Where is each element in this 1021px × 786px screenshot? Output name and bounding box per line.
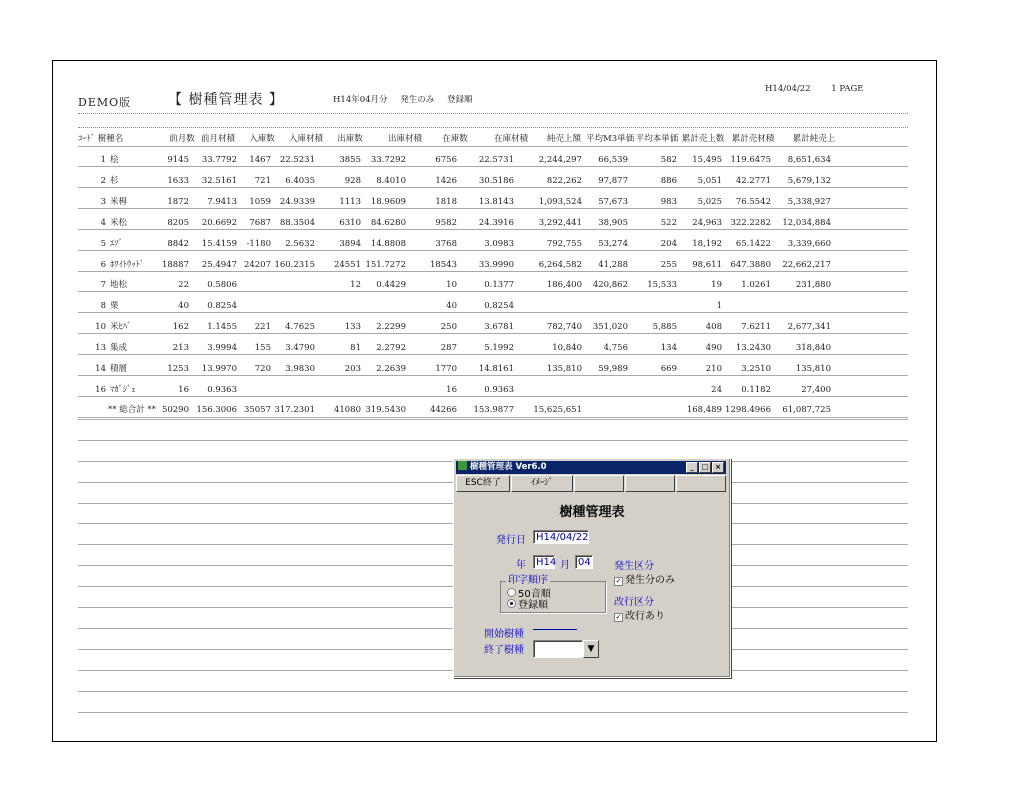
table-cell: 135,810 [795, 364, 831, 374]
empty-toolbar-button-1[interactable] [574, 475, 624, 492]
table-cell: 1.1455 [207, 322, 237, 333]
column-header: 入庫材積 [288, 134, 323, 144]
table-cell: 3.9994 [207, 343, 237, 354]
rule-line [78, 396, 908, 397]
table-cell: 14.8161 [478, 364, 514, 374]
rule-line [78, 127, 908, 128]
table-cell: 6.4035 [285, 175, 315, 186]
table-cell: 0.1377 [484, 280, 514, 291]
total-label: ** 総合計 ** [108, 405, 156, 415]
species-name: ﾏｶﾞｼﾞｪ [110, 384, 136, 395]
table-cell: 59,989 [598, 364, 628, 374]
table-cell: 3894 [339, 238, 361, 249]
table-cell: 1818 [435, 196, 457, 207]
total-cell: 317.2301 [274, 405, 315, 415]
table-cell: 6756 [435, 155, 457, 165]
table-cell: 24207 [243, 259, 271, 270]
start-species-label: 開始樹種 [484, 629, 524, 640]
table-cell: 12,034,884 [782, 217, 831, 228]
rule-line [78, 113, 908, 114]
table-cell: 647.3880 [730, 259, 771, 270]
report-date-page [765, 84, 881, 94]
table-cell: 20.6692 [201, 217, 237, 228]
table-cell: 0.9363 [484, 384, 514, 395]
empty-toolbar-button-2[interactable] [625, 475, 675, 492]
table-cell: 15,495 [692, 155, 722, 165]
order-option-kana-label: 50音順 [518, 589, 551, 600]
table-cell: 33.9990 [478, 259, 514, 270]
rule-line [78, 712, 908, 713]
table-cell: 65.1422 [735, 238, 771, 249]
column-header: 在庫数 [442, 134, 468, 144]
table-cell: 0.8254 [207, 301, 237, 312]
table-cell: 30.5186 [478, 175, 514, 186]
order-option-registration-label: 登録順 [518, 600, 548, 611]
radio-registration[interactable] [507, 599, 516, 608]
table-cell: 8842 [167, 238, 189, 249]
table-cell: 22 [178, 280, 189, 291]
column-header: 累計純売上 [792, 134, 836, 144]
window-title: 樹種管理表 Ver6.0 [470, 462, 547, 472]
species-code: 2 [100, 175, 106, 186]
species-name: 集成 [110, 343, 128, 354]
table-cell: 2.2792 [376, 343, 406, 354]
table-cell: 40 [178, 301, 189, 312]
table-cell: 24.3916 [478, 217, 514, 228]
table-cell: 886 [660, 175, 677, 186]
rule-line [78, 271, 908, 272]
table-cell: 135,810 [546, 364, 582, 374]
rule-line [78, 250, 908, 251]
occurrence-only-label: 発生分のみ [625, 575, 675, 586]
table-cell: 213 [172, 343, 189, 354]
total-cell: 61,087,725 [782, 405, 831, 415]
column-header: 平均M3単価 [586, 134, 635, 144]
total-cell: 35057 [243, 405, 271, 415]
column-header: 入庫数 [249, 134, 275, 144]
occurrence-only-checkbox[interactable] [614, 575, 675, 587]
year-label: 年 [516, 560, 526, 571]
report-title: 【 樹種管理表 】 [168, 92, 284, 108]
report-page: 1 PAGE [831, 84, 864, 94]
table-cell: 3.2510 [741, 364, 771, 374]
table-cell: 720 [254, 364, 271, 374]
table-cell: 88.3504 [279, 217, 315, 228]
table-cell: 6310 [339, 217, 361, 228]
table-cell: 27,400 [801, 384, 831, 395]
table-cell: 420,862 [592, 280, 628, 291]
print-order-group [500, 575, 606, 613]
table-cell: 322.2282 [730, 217, 771, 228]
table-cell: 5,051 [697, 175, 722, 186]
table-cell: 186,400 [546, 280, 582, 291]
checkbox-icon[interactable]: ✓ [615, 613, 622, 621]
table-cell: 490 [705, 343, 722, 354]
table-cell: 3855 [339, 155, 361, 165]
rule-line [78, 375, 908, 376]
table-cell: 24.9339 [279, 196, 315, 207]
table-cell: 13.2430 [735, 343, 771, 354]
species-code: 10 [95, 322, 106, 333]
table-cell: 204 [660, 238, 677, 249]
report-filter: 発生のみ [400, 95, 435, 105]
table-cell: 24551 [333, 259, 361, 270]
checkbox-icon[interactable]: ✓ [615, 577, 622, 585]
table-cell: 5,025 [697, 196, 722, 207]
report-date: H14/04/22 [765, 84, 811, 94]
table-cell: 4,756 [603, 343, 628, 354]
pagebreak-check-label: 改行あり [625, 611, 665, 622]
column-header: 出庫材積 [387, 134, 422, 144]
column-header: 前月数 [169, 134, 195, 144]
table-cell: 16 [178, 384, 189, 395]
table-cell: 81 [350, 343, 361, 354]
report-order: 登録順 [446, 95, 473, 105]
table-cell: 928 [344, 175, 361, 186]
table-cell: 203 [344, 364, 361, 374]
table-cell: 84.6280 [370, 217, 406, 228]
issue-date-field[interactable]: H14/04/22 [533, 530, 589, 544]
table-cell: 8.4010 [376, 175, 406, 186]
esc-exit-button[interactable]: ESC終了 [456, 475, 510, 492]
table-cell: 15,533 [647, 280, 677, 291]
total-cell: 15,625,651 [533, 405, 582, 415]
table-cell: 3,292,441 [538, 217, 582, 228]
image-button[interactable]: ｲﾒｰｼﾞ [511, 475, 573, 492]
table-cell: 33.7792 [201, 155, 237, 165]
species-name: 栗 [110, 301, 119, 312]
table-cell: 792,755 [546, 238, 582, 249]
table-cell: 9582 [435, 217, 457, 228]
rule-line [78, 354, 908, 355]
table-cell: 3.9830 [285, 364, 315, 374]
table-cell: 5.1992 [484, 343, 514, 354]
table-cell: 1770 [435, 364, 457, 374]
rule-line [78, 291, 908, 292]
species-name: 米栂 [110, 196, 128, 207]
maximize-icon[interactable]: □ [699, 462, 711, 473]
species-name: ｴｿﾞ [110, 238, 123, 249]
issue-date-label: 発行日 [496, 535, 526, 546]
species-code: 13 [95, 343, 106, 354]
table-cell: 18543 [429, 259, 457, 270]
table-cell: 7687 [249, 217, 271, 228]
table-cell: 6,264,582 [538, 259, 582, 270]
table-cell: 522 [660, 217, 677, 228]
table-cell: 8205 [167, 217, 189, 228]
table-cell: 38,905 [598, 217, 628, 228]
species-code: 16 [95, 384, 106, 395]
table-cell: 0.1182 [741, 384, 771, 395]
species-code: 6 [100, 259, 106, 270]
table-cell: 0.9363 [207, 384, 237, 395]
column-header: 純売上額 [546, 134, 581, 144]
rule-line [78, 312, 908, 313]
table-cell: 221 [254, 322, 271, 333]
table-cell: 42.2771 [735, 175, 771, 186]
order-option-registration[interactable] [507, 599, 548, 611]
table-cell: 22.5231 [279, 155, 315, 165]
species-name: ﾎﾜｲﾄｳｯﾄﾞ [110, 259, 145, 270]
dropdown-arrow-icon[interactable]: ▼ [583, 640, 599, 658]
rule-line [78, 229, 908, 230]
species-name: 杉 [110, 175, 119, 186]
table-cell: 66,539 [598, 155, 628, 165]
table-cell: 3,339,660 [787, 238, 831, 249]
table-cell: 669 [660, 364, 677, 374]
species-code: 4 [100, 217, 106, 228]
table-cell: 822,262 [546, 175, 582, 186]
table-cell: 1253 [167, 364, 189, 374]
species-code: 3 [100, 196, 106, 207]
table-cell: 1.0261 [741, 280, 771, 291]
total-cell: 44266 [429, 405, 457, 415]
table-cell: 119.6475 [730, 155, 771, 165]
table-cell: 250 [440, 322, 457, 333]
table-cell: 13.8143 [478, 196, 514, 207]
table-cell: 16 [446, 384, 457, 395]
app-window [453, 458, 731, 678]
column-header: ｺｰﾄﾞ 樹種名 [78, 134, 124, 144]
table-cell: 2.2299 [376, 322, 406, 333]
table-cell: -1180 [246, 238, 271, 249]
column-header: 累計売材積 [731, 134, 775, 144]
table-cell: 351,020 [592, 322, 628, 333]
table-cell: 10 [446, 280, 457, 291]
pagebreak-label: 改行区分 [614, 597, 654, 608]
demo-edition-label: DEMO版 [78, 96, 132, 109]
table-cell: 10,840 [552, 343, 582, 354]
table-cell: 3.6781 [484, 322, 514, 333]
table-cell: 1872 [167, 196, 189, 207]
table-cell: 97,877 [598, 175, 628, 186]
table-cell: 33.7292 [370, 155, 406, 165]
table-cell: 983 [660, 196, 677, 207]
table-cell: 22,662,217 [782, 259, 831, 270]
total-cell: 153.9877 [473, 405, 514, 415]
table-cell: 1426 [435, 175, 457, 186]
dialog-heading: 樹種管理表 [559, 505, 625, 520]
table-cell: 0.8254 [484, 301, 514, 312]
species-code: 7 [100, 280, 106, 291]
table-cell: 287 [440, 343, 457, 354]
table-cell: 1,093,524 [538, 196, 582, 207]
table-cell: 210 [705, 364, 722, 374]
table-cell: 1633 [167, 175, 189, 186]
table-cell: 24,963 [692, 217, 722, 228]
total-cell: 41080 [333, 405, 361, 415]
table-cell: 13.9970 [201, 364, 237, 374]
column-header: 出庫数 [337, 134, 363, 144]
table-cell: 408 [705, 322, 722, 333]
table-cell: 18.9609 [370, 196, 406, 207]
table-cell: 2.5632 [285, 238, 315, 249]
table-cell: 9145 [167, 155, 189, 165]
table-cell: 12 [350, 280, 361, 291]
table-cell: 782,740 [546, 322, 582, 333]
table-cell: 0.4429 [376, 280, 406, 291]
table-cell: 40 [446, 301, 457, 312]
table-cell: 5,338,927 [787, 196, 831, 207]
species-name: 積層 [110, 364, 128, 374]
table-cell: 2,677,341 [787, 322, 831, 333]
table-cell: 7.9413 [207, 196, 237, 207]
species-name: 桧 [110, 155, 119, 165]
table-cell: 5,679,132 [787, 175, 831, 186]
species-code: 8 [100, 301, 106, 312]
table-cell: 133 [344, 322, 361, 333]
table-cell: 19 [711, 280, 722, 291]
rule-line [78, 419, 908, 420]
table-cell: 41,288 [598, 259, 628, 270]
table-cell: 32.5161 [201, 175, 237, 186]
table-cell: 3.4790 [285, 343, 315, 354]
table-cell: 318,840 [795, 343, 831, 354]
rule-line [78, 208, 908, 209]
rule-line [78, 166, 908, 167]
total-cell: 1298.4966 [725, 405, 771, 415]
table-cell: 255 [660, 259, 677, 270]
species-combo [533, 629, 599, 654]
table-cell: 3768 [435, 238, 457, 249]
report-conditions [333, 93, 482, 105]
table-cell: 2.2639 [376, 364, 406, 374]
table-cell: 134 [660, 343, 677, 354]
table-cell: 22.5731 [478, 155, 514, 165]
table-cell: 721 [254, 175, 271, 186]
column-header: 前月材積 [200, 134, 235, 144]
rule-line [78, 146, 908, 147]
table-cell: 0.5806 [207, 280, 237, 291]
column-header: 平均本単価 [635, 134, 679, 144]
minimize-icon[interactable]: _ [686, 462, 698, 473]
empty-toolbar-button-3[interactable] [676, 475, 726, 492]
end-species-field[interactable] [533, 640, 583, 658]
window-titlebar[interactable] [456, 461, 726, 474]
table-cell: 18887 [161, 259, 189, 270]
print-order-label: 印字順序 [508, 575, 548, 586]
table-cell: 160.2315 [274, 259, 315, 270]
report-period: H14年04月分 [333, 95, 388, 105]
year-field[interactable]: H14 [533, 555, 555, 569]
column-header: 在庫材積 [493, 134, 528, 144]
table-cell: 7.6211 [741, 322, 771, 333]
total-cell: 168,489 [686, 405, 722, 415]
table-cell: 1113 [339, 196, 361, 207]
table-cell: 15.4159 [201, 238, 237, 249]
table-cell: 3.0983 [484, 238, 514, 249]
month-field[interactable]: 04 [575, 555, 593, 569]
table-cell: 1059 [249, 196, 271, 207]
species-code: 1 [100, 155, 106, 165]
rule-line [78, 333, 908, 334]
table-cell: 582 [660, 155, 677, 165]
table-cell: 151.7272 [365, 259, 406, 270]
table-cell: 5,885 [652, 322, 677, 333]
start-species-field[interactable] [533, 629, 577, 631]
table-cell: 1467 [249, 155, 271, 165]
species-name: 米松 [110, 217, 128, 228]
table-cell: 53,274 [598, 238, 628, 249]
species-name: 地松 [110, 280, 128, 291]
occurrence-label: 発生区分 [614, 561, 654, 572]
species-code: 5 [100, 238, 106, 249]
app-icon [458, 461, 467, 470]
rule-line [78, 417, 908, 418]
table-cell: 4.7625 [285, 322, 315, 333]
rule-line [78, 187, 908, 188]
table-cell: 1 [716, 301, 722, 312]
pagebreak-checkbox[interactable] [614, 611, 665, 623]
column-header: 累計売上数 [681, 134, 725, 144]
table-cell: 57,673 [598, 196, 628, 207]
total-cell: 50290 [161, 405, 189, 415]
table-cell: 76.5542 [735, 196, 771, 207]
close-icon[interactable]: × [712, 462, 724, 473]
radio-kana[interactable] [507, 588, 516, 597]
species-name: 米ﾋﾊﾞ [110, 322, 132, 333]
rule-line [78, 691, 908, 692]
table-cell: 162 [172, 322, 189, 333]
end-species-label: 終了樹種 [484, 645, 524, 656]
total-cell: 319.5430 [365, 405, 406, 415]
table-cell: 24 [711, 384, 722, 395]
table-cell: 14.8808 [370, 238, 406, 249]
table-cell: 8,651,634 [787, 155, 831, 165]
table-cell: 231,880 [795, 280, 831, 291]
species-code: 14 [95, 364, 106, 374]
month-label: 月 [560, 560, 570, 571]
rule-line [78, 440, 908, 441]
table-cell: 25.4947 [201, 259, 237, 270]
table-cell: 18,192 [692, 238, 722, 249]
table-cell: 98,611 [692, 259, 722, 270]
table-cell: 155 [254, 343, 271, 354]
total-cell: 156.3006 [196, 405, 237, 415]
toolbar [456, 475, 726, 492]
table-cell: 2,244,297 [538, 155, 582, 165]
